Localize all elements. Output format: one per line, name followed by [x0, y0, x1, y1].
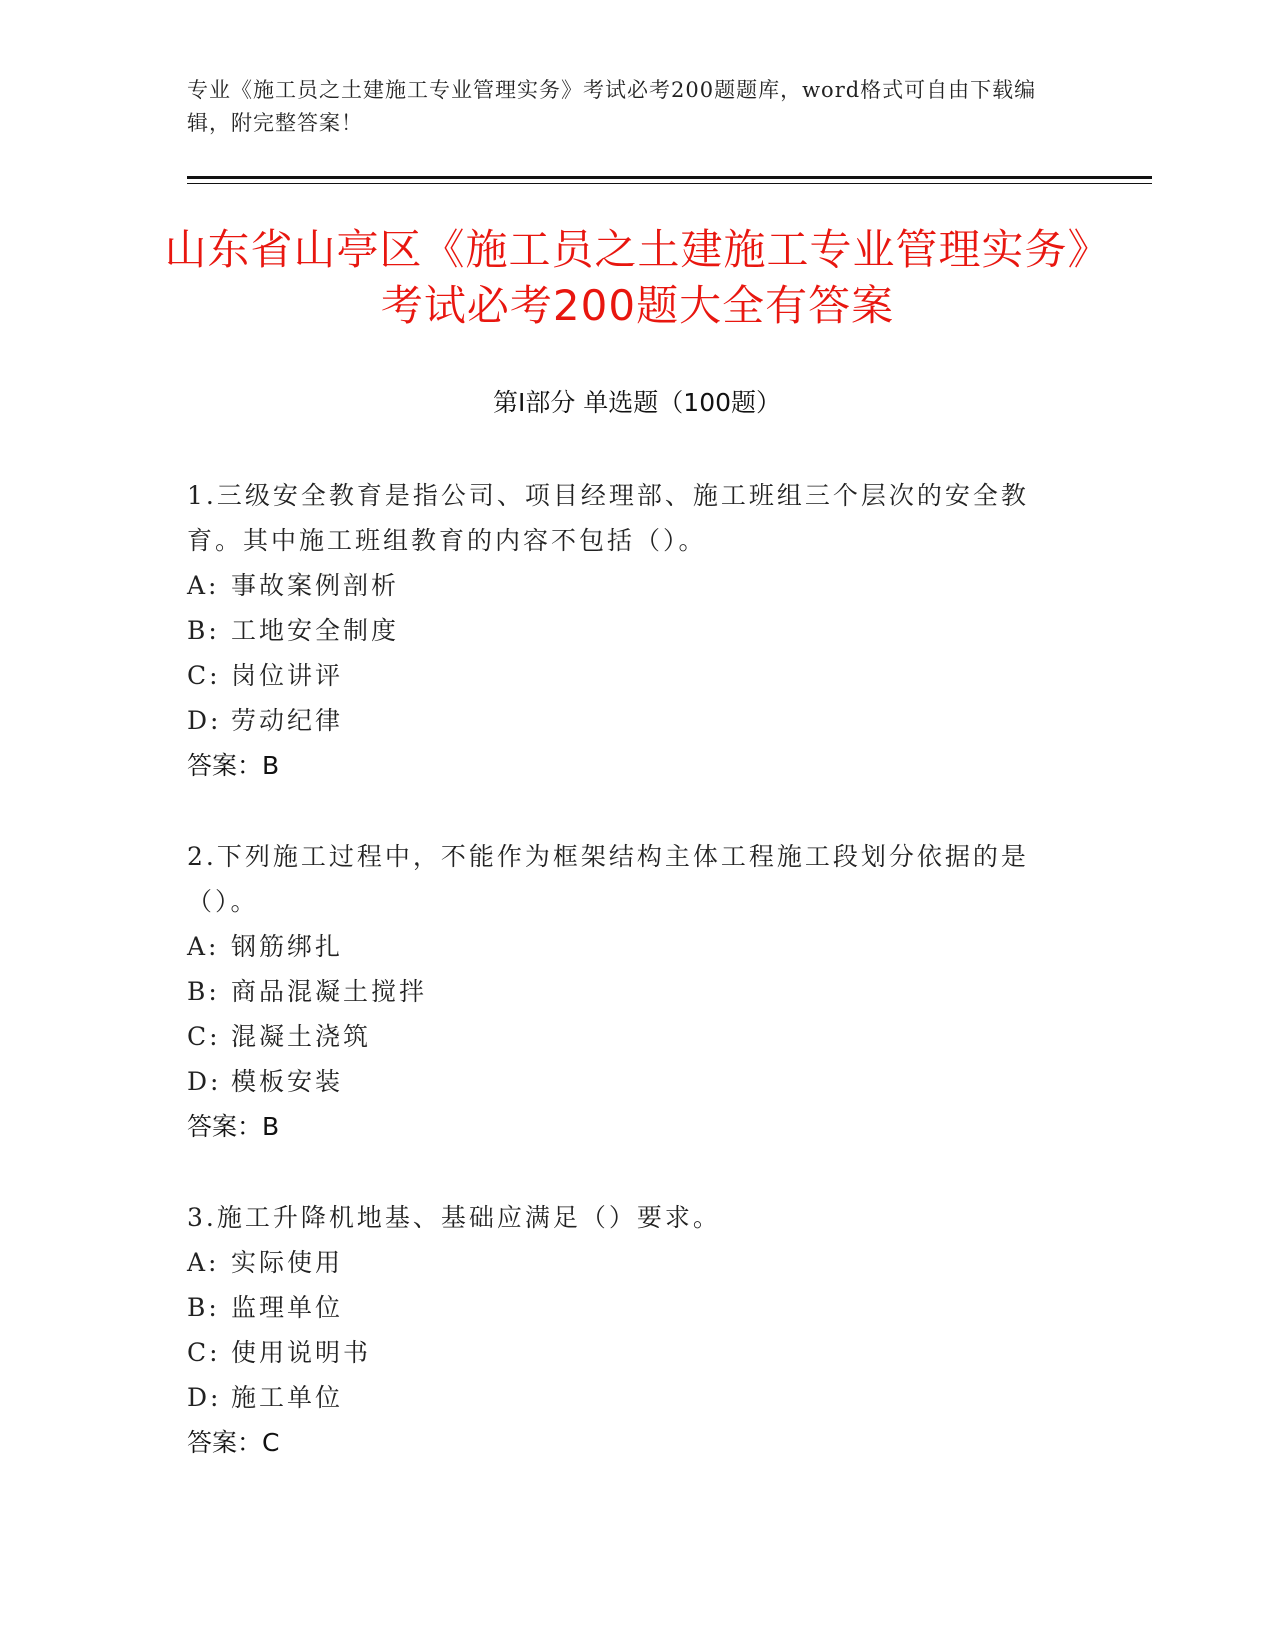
option-letter: A:: [187, 1248, 220, 1277]
option-d: [187, 1375, 1067, 1420]
option-text: 钢筋绑扎: [231, 932, 344, 961]
option-text: 混凝土浇筑: [231, 1022, 372, 1051]
document-title: 山东省山亭区《施工员之土建施工专业管理实务》考试必考200题大全有答案: [164, 225, 1111, 330]
option-letter: A:: [187, 571, 220, 600]
option-c: [187, 1330, 1067, 1375]
question-1: [187, 473, 1067, 788]
option-d: [187, 698, 1067, 743]
option-d: [187, 1059, 1067, 1104]
answer-line: 答案：C: [187, 1428, 280, 1457]
option-text: 实际使用: [231, 1248, 344, 1277]
option-letter: C:: [187, 661, 221, 690]
option-b: [187, 1285, 1067, 1330]
option-letter: B:: [187, 616, 220, 645]
header-note: 专业《施工员之土建施工专业管理实务》考试必考200题题库，word格式可自由下载编辑，附完整答案！: [187, 78, 1037, 135]
option-b: [187, 608, 1067, 653]
option-letter: B:: [187, 1293, 220, 1322]
option-text: 商品混凝土搅拌: [231, 977, 428, 1006]
option-letter: C:: [187, 1338, 221, 1367]
option-text: 使用说明书: [231, 1338, 372, 1367]
option-letter: A:: [187, 932, 220, 961]
question-3: [187, 1195, 1067, 1465]
answer-line: 答案：B: [187, 751, 280, 780]
section-title: 第Ⅰ部分 单选题（100题）: [492, 388, 782, 417]
option-letter: D:: [187, 1383, 222, 1412]
option-c: [187, 1014, 1067, 1059]
header-divider-thin: [187, 183, 1152, 184]
option-text: 监理单位: [231, 1293, 344, 1322]
option-letter: B:: [187, 977, 220, 1006]
option-letter: D:: [187, 1067, 222, 1096]
option-letter: C:: [187, 1022, 221, 1051]
question-stem: 3.施工升降机地基、基础应满足（）要求。: [187, 1203, 721, 1232]
option-text: 工地安全制度: [231, 616, 400, 645]
option-a: [187, 563, 1067, 608]
answer-line: 答案：B: [187, 1112, 280, 1141]
question-2: [187, 834, 1067, 1149]
option-a: [187, 924, 1067, 969]
option-text: 模板安装: [231, 1067, 344, 1096]
question-list: [187, 473, 1067, 1511]
option-c: [187, 653, 1067, 698]
option-text: 岗位讲评: [231, 661, 344, 690]
option-b: [187, 969, 1067, 1014]
question-stem: 1.三级安全教育是指公司、项目经理部、施工班组三个层次的安全教育。其中施工班组教育的内容不包括（）。: [187, 481, 1029, 555]
option-text: 施工单位: [231, 1383, 344, 1412]
option-letter: D:: [187, 706, 222, 735]
question-stem: 2.下列施工过程中，不能作为框架结构主体工程施工段划分依据的是（）。: [187, 842, 1029, 916]
option-text: 事故案例剖析: [231, 571, 400, 600]
option-a: [187, 1240, 1067, 1285]
option-text: 劳动纪律: [231, 706, 344, 735]
header-divider-thick: [187, 176, 1152, 179]
